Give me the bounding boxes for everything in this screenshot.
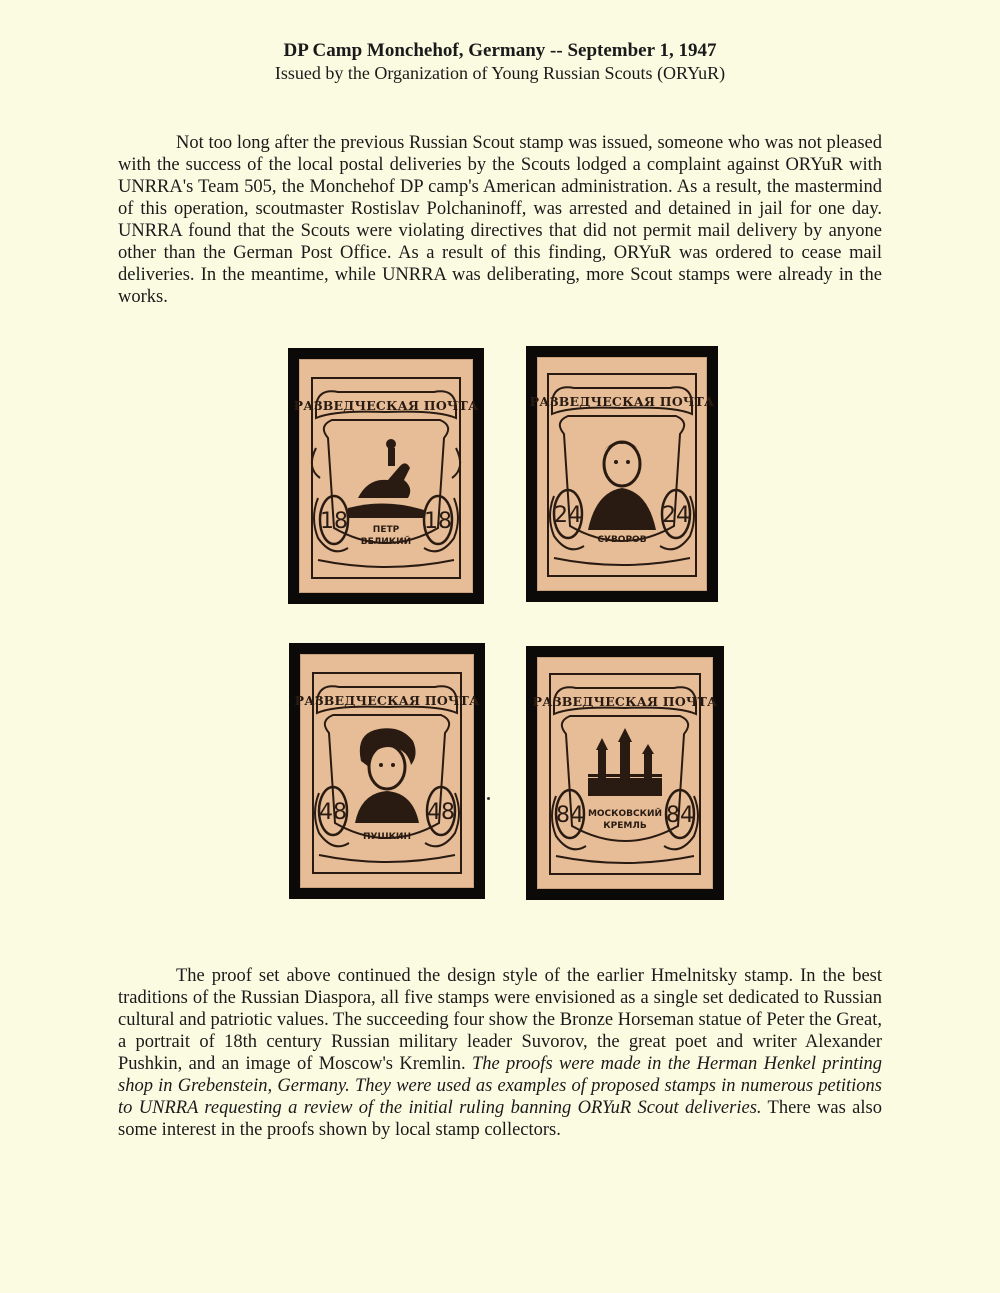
stamp-kremlin (526, 646, 724, 900)
stamp-caption-line1: ПУШКИН (362, 832, 412, 842)
paper-speck (487, 797, 490, 800)
stamp-artwork (526, 646, 724, 900)
closing-text-part2: There was also some interest in the proofs shown by local stamp collectors. (118, 1098, 882, 1140)
stamp-header: РАЗВЕДЧЕСКАЯ ПОЧТА (294, 693, 480, 708)
stamp-artwork (289, 643, 485, 899)
portrait-suvorov-icon (588, 441, 656, 530)
stamp-value-left: 18 (320, 509, 348, 534)
stamp-peter-the-great (288, 348, 484, 604)
stamp-caption-line1: ПЕТР (372, 525, 400, 535)
stamp-caption-line2: ВЕЛИКИЙ (360, 537, 412, 547)
stamp-header: РАЗВЕДЧЕСКАЯ ПОЧТА (529, 394, 715, 409)
stamp-value-left: 24 (554, 503, 582, 528)
stamp-caption-line1: МОСКОВСКИЙ (587, 809, 663, 819)
kremlin-icon (588, 728, 662, 796)
bronze-horseman-icon (348, 439, 424, 518)
closing-text-italic: The proofs were made in the Herman Henkel printing shop in Grebenstein, Germany. They were used as examples of proposed stamps in numerous petitions to UNRRA requesting a review of the initial ruling banning ORYuR Scout deliveries. (118, 1054, 882, 1118)
stamp-value-right: 18 (424, 509, 452, 534)
page-subtitle: Issued by the Organization of Young Russian Scouts (ORYuR) (274, 63, 726, 83)
closing-paragraph (118, 965, 882, 1141)
stamp-header: РАЗВЕДЧЕСКАЯ ПОЧТА (293, 398, 479, 413)
stamp-caption-line2: КРЕМЛЬ (603, 821, 647, 831)
stamp-artwork (288, 348, 484, 604)
stamp-header: РАЗВЕДЧЕСКАЯ ПОЧТА (532, 694, 718, 709)
intro-text: Not too long after the previous Russian Scout stamp was issued, someone who was not pleased with the success of the local postal deliveries by the Scouts lodged a complaint against ORYuR with UNRRA's Team 505, the Monchehof DP camp's American administration. As a result, the mastermind of this operation, scoutmaster Rostislav Polchaninoff, was arrested and detained in jail for one day. UNRRA found that the Scouts were violating directives that did not permit mail delivery by anyone other than the German Post Office. As a result of this finding, ORYuR was ordered to cease mail deliveries. In the meantime, while UNRRA was deliberating, more Scout stamps were already in the works. (118, 133, 882, 307)
stamp-value-left: 84 (556, 803, 584, 828)
stamp-value-right: 24 (662, 503, 690, 528)
stamp-value-right: 84 (666, 803, 694, 828)
page-title: DP Camp Monchehof, Germany -- September 1, 1947 (283, 40, 717, 61)
stamp-artwork (526, 346, 718, 602)
portrait-pushkin-icon (355, 728, 419, 823)
intro-paragraph (118, 132, 882, 308)
closing-text-part1: The proof set above continued the design style of the earlier Hmelnitsky stamp. In the best traditions of the Russian Diaspora, all five stamps were envisioned as a single set dedicated to Russian cultural and patriotic values. The succeeding four show the Bronze Horseman statue of Peter the Great, a portrait of 18th century Russian military leader Suvorov, the great poet and writer Alexander Pushkin, and an image of Moscow's Kremlin. (118, 966, 882, 1074)
stamp-caption-line1: СУВОРОВ (597, 535, 647, 545)
stamp-pushkin (289, 643, 485, 899)
stamp-value-left: 48 (319, 800, 347, 825)
stamp-value-right: 48 (427, 800, 455, 825)
stamp-suvorov (526, 346, 718, 602)
